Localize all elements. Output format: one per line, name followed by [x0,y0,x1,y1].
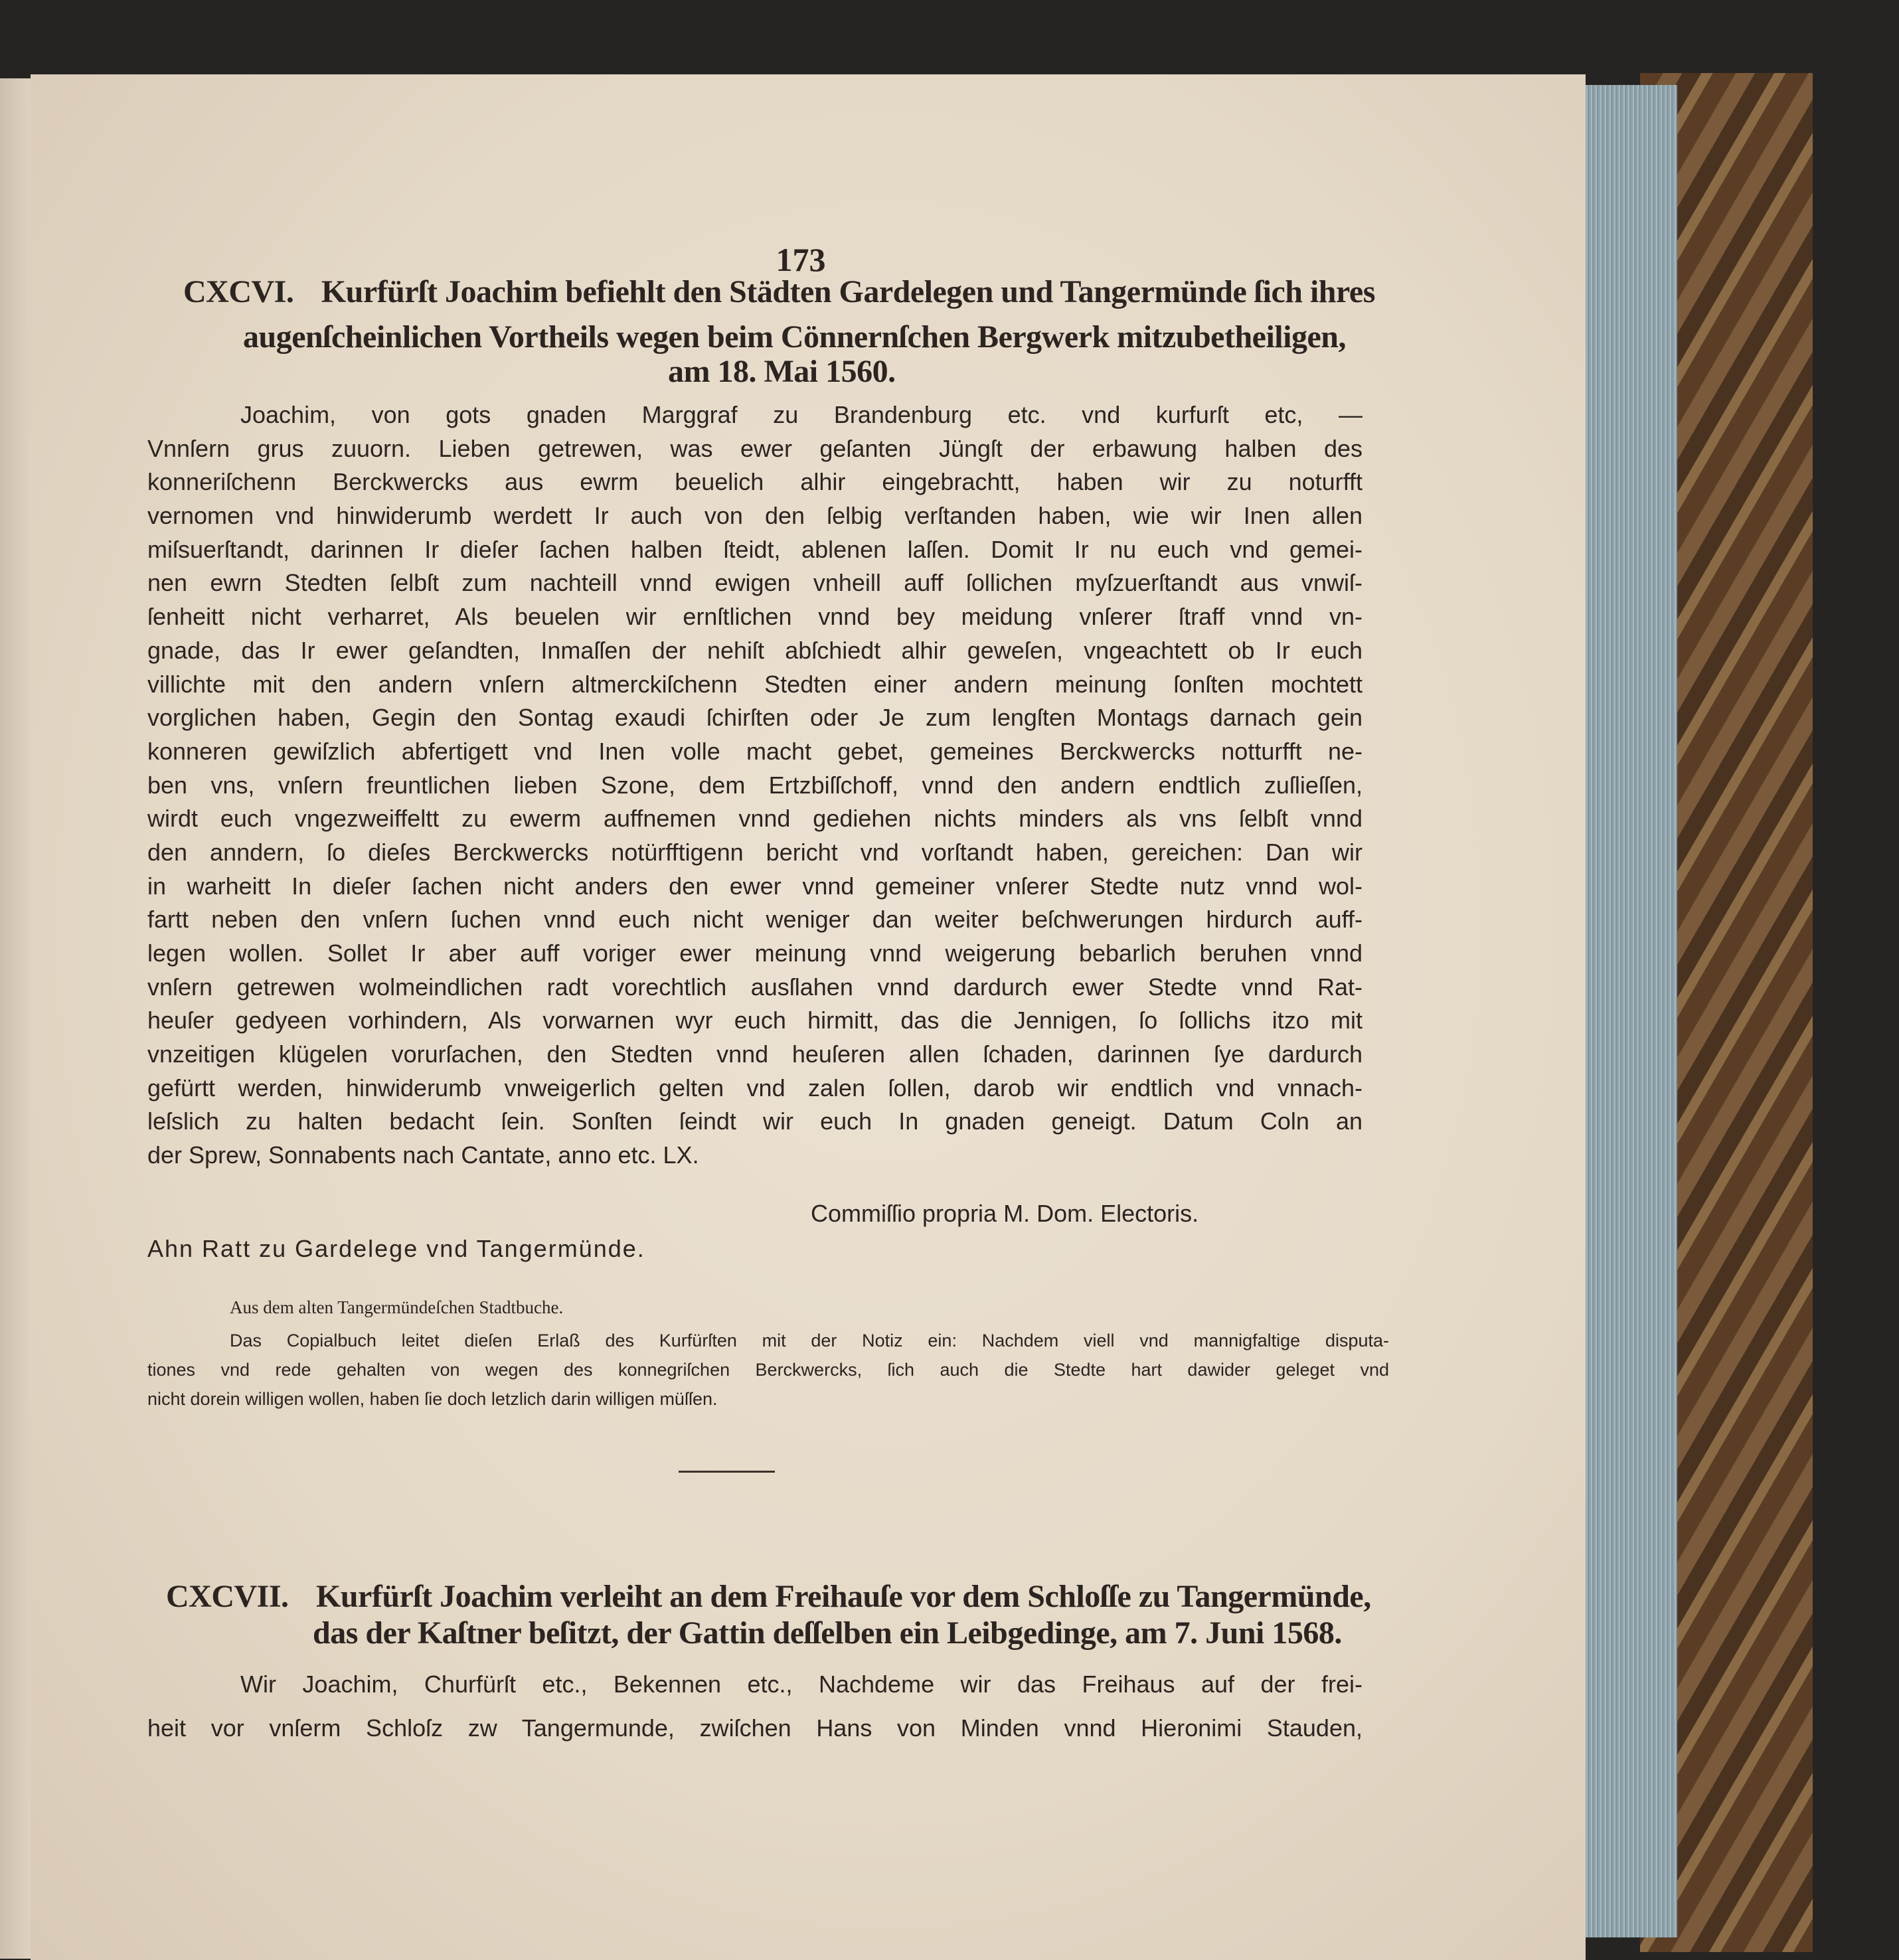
text-line: miſsuerſtandt, darinnen Ir dieſer ſachen halben ſteidt, ablenen laſſen. Domit Ir nu euch vnd gemei- [147,535,1362,563]
text-line: gefürtt werden, hinwiderumb vnweigerlich gelten vnd zalen ſollen, darob wir endtlich vnd vnnach- [147,1074,1362,1102]
text-line: ſenheitt nicht verharret, Als beuelen wir ernſtlichen vnnd bey meidung vnſerer ſtraff vnnd vn- [147,603,1362,631]
text-line: Wir Joachim, Churfürſt etc., Bekennen etc., Nachdeme wir das Freihaus auf der frei- [240,1671,1362,1698]
doc2-title-1: Kurfürſt Joachim verleiht an dem Freihauſe vor dem Schloſſe zu Tangermünde, [316,1579,1371,1614]
page-edges [1584,85,1677,1937]
doc1-address: Ahn Ratt zu Gardelege vnd Tangermünde. [147,1235,645,1262]
doc1-heading-line1 [183,274,1375,310]
text-line: Vnnſern grus zuuorn. Lieben getrewen, was ewer geſanten Jüngſt der erbawung halben des [147,434,1362,462]
text-line: nen ewrn Stedten ſelbſt zum nachteill vnnd ewigen vnheill auff ſollichen myſzuerſtandt aus vnwiſ- [147,569,1362,597]
doc1-heading-line3: am 18. Mai 1560. [668,354,896,389]
doc2-numeral: CXCVII. [166,1579,289,1614]
text-line: der Sprew, Sonnabents nach Cantate, anno etc. LX. [147,1141,699,1169]
text-line: vnſern getrewen wolmeindlichen radt vorechtlich ausſlahen vnnd dardurch ewer Stedte vnnd Rat- [147,973,1362,1001]
text-line: vernomen vnd hinwiderumb werdett Ir auch von den ſelbig verſtanden haben, wie wir Inen allen [147,502,1362,530]
doc1-source-note: Aus dem alten Tangermündeſchen Stadtbuche. [230,1297,564,1317]
doc1-signature: Commiſſio propria M. Dom. Electoris. [811,1200,1199,1227]
text-line: vorglichen haben, Gegin den Sontag exaudi ſchirſten oder Je zum lengſten Montags darnach gein [147,704,1362,732]
text-line: vnzeitigen klügelen vorurſachen, den Stedten vnnd heuſeren allen ſchaden, darinnen ſye dardurch [147,1040,1362,1068]
text-line: Joachim, von gots gnaden Marggraf zu Brandenburg etc. vnd kurfurſt etc, — [240,401,1362,428]
text-line: den anndern, ſo dieſes Berckwercks notürfftigenn bericht vnd vorſtandt haben, gereichen: Dan wir [147,838,1362,866]
text-line: ben vns, vnſern freuntlichen lieben Szone, dem Ertzbiſſchoff, vnnd den andern endtlich zuſlieſſen, [147,771,1362,799]
doc1-body [147,398,1362,1173]
text-line: heit vor vnſerm Schloſz zw Tangermunde, zwiſchen Hans von Minden vnnd Hieronimi Stauden, [147,1714,1362,1742]
doc2-heading-line1 [166,1578,1371,1615]
text-line: heuſer gedyeen vorhindern, Als vorwarnen wyr euch hirmitt, das die Jennigen, ſo ſollichs itzo mit [147,1007,1362,1034]
text-line: wirdt euch vngezweiffeltt zu ewerm auffnemen vnnd gediehen nichts minders als vns ſelbſt vnnd [147,805,1362,833]
text-line: konneriſchenn Berckwercks aus ewrm beuelich alhir eingebrachtt, haben wir zu noturfft [147,468,1362,496]
section-divider [679,1471,775,1473]
text-line: gnade, das Ir ewer geſandten, Inmaſſen der nehiſt abſchiedt alhir geweſen, vngeachtett ob Ir euch [147,636,1362,664]
doc2-body [147,1663,1362,1750]
doc1-numeral: CXCVI. [183,274,294,309]
text-line: leſslich zu halten bedacht ſein. Sonſten ſeindt wir euch In gnaden geneigt. Datum Coln an [147,1107,1362,1135]
text-line: villichte mit den andern vnſern altmerckiſchenn Stedten einer andern meinung ſonſten mochtett [147,670,1362,698]
text-line: in warheitt In dieſer ſachen nicht anders den ewer vnnd gemeiner vnſerer Stedte nutz vnnd wol- [147,872,1362,900]
text-line: fartt neben den vnſern ſuchen vnnd euch nicht weniger dan weiter beſchwerungen hirdurch auff- [147,906,1362,934]
left-page-edge [0,78,33,1959]
text-line: nicht dorein willigen wollen, haben ſie doch letzlich darin willigen müſſen. [147,1389,718,1409]
doc1-title-1: Kurfürſt Joachim befiehlt den Städten Gardelegen und Tangermünde ſich ihres [321,274,1375,309]
text-line: tiones vnd rede gehalten von wegen des konnegriſchen Berckwercks, ſich auch die Stedte hart dawider geleget vnd [147,1360,1389,1380]
book-page [31,74,1586,1960]
doc2-heading-line2: das der Kaſtner beſitzt, der Gattin deſſelben ein Leibgedinge, am 7. Juni 1568. [313,1615,1342,1651]
text-line: konneren gewiſzlich abfertigett vnd Inen volle macht gebet, gemeines Berckwercks notturfft ne- [147,737,1362,765]
text-line: legen wollen. Sollet Ir aber auff voriger ewer meinung vnnd weigerung bebarlich beruhen vnnd [147,939,1362,967]
doc1-heading-line2: augenſcheinlichen Vortheils wegen beim Cönnernſchen Bergwerk mitzubetheiligen, [243,319,1346,355]
text-line: Das Copialbuch leitet dieſen Erlaß des Kurfürſten mit der Notiz ein: Nachdem viell vnd mannigfaltige disputa- [230,1331,1389,1350]
page-number: 173 [776,241,826,278]
doc1-footnote [147,1326,1389,1414]
